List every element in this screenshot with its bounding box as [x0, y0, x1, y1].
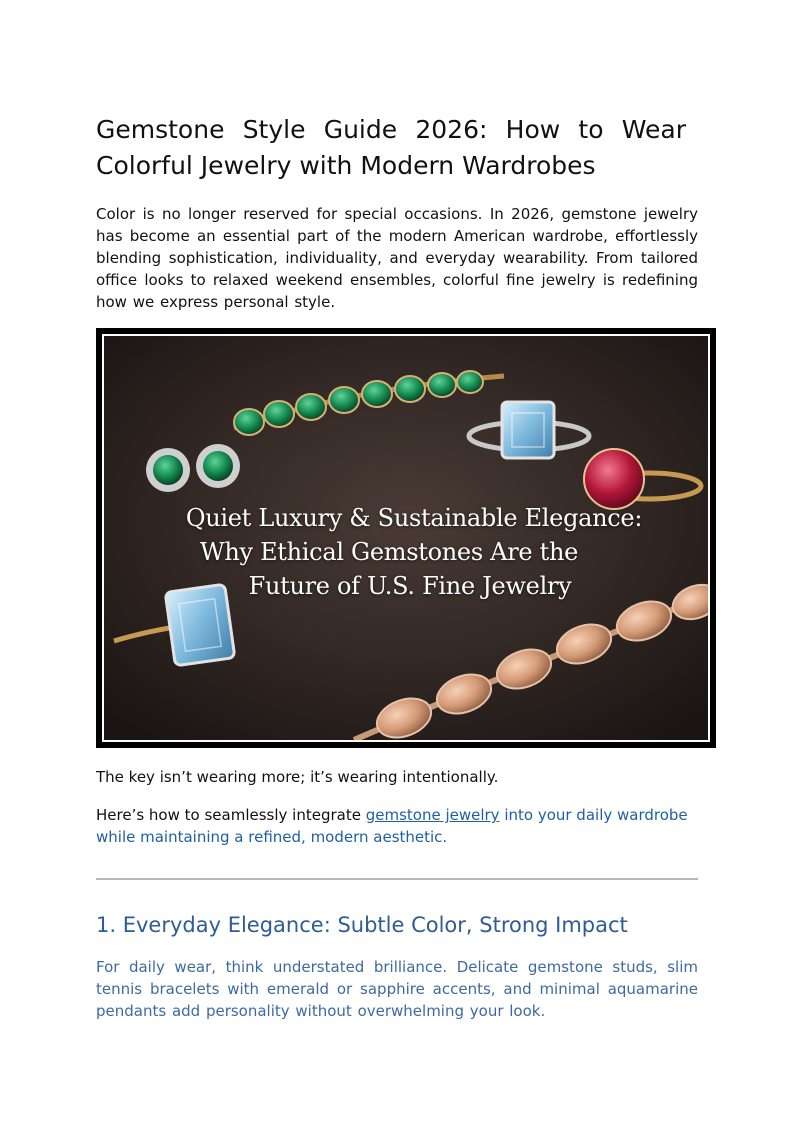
- article: [96, 112, 698, 1020]
- section-divider: [96, 878, 698, 880]
- gemstone-jewelry-link[interactable]: gemstone jewelry: [365, 806, 500, 824]
- hero-caption: [104, 501, 708, 603]
- hero-image: [102, 334, 710, 742]
- hero-caption-line-1: Quiet Luxury & Sustainable Elegance:: [185, 504, 643, 532]
- article-title: Gemstone Style Guide 2026: How to Wear Colorful Jewelry with Modern Wardrobes: [96, 115, 686, 180]
- section-1-body: For daily wear, think understated brilliance. Delicate gemstone studs, slim tennis bracelets with emerald or sapphire accents, and minimal aquamarine pendants add personality without overwhelming your look.: [96, 958, 698, 1020]
- hero-caption-line-3: Future of U.S. Fine Jewelry: [248, 572, 572, 600]
- howto-prefix: Here’s how to seamlessly integrate: [96, 806, 366, 824]
- hero-caption-line-2: Why Ethical Gemstones Are the: [199, 538, 579, 566]
- section-1-heading: 1. Everyday Elegance: Subtle Color, Strong Impact: [96, 913, 628, 937]
- howto-paragraph: [96, 804, 698, 848]
- hero-image-frame: [96, 328, 716, 748]
- intro-paragraph: Color is no longer reserved for special occasions. In 2026, gemstone jewelry has become an essential part of the modern American wardrobe, effortlessly blending sophistication, individuality, and everyday wearability. From tailored office looks to relaxed weekend ensembles, colorful fine jewelry is redefining how we express personal style.: [96, 205, 698, 311]
- howto-suffix: into your daily wardrobe while maintaining a refined, modern aesthetic.: [96, 806, 688, 846]
- key-line: The key isn’t wearing more; it’s wearing intentionally.: [96, 768, 499, 786]
